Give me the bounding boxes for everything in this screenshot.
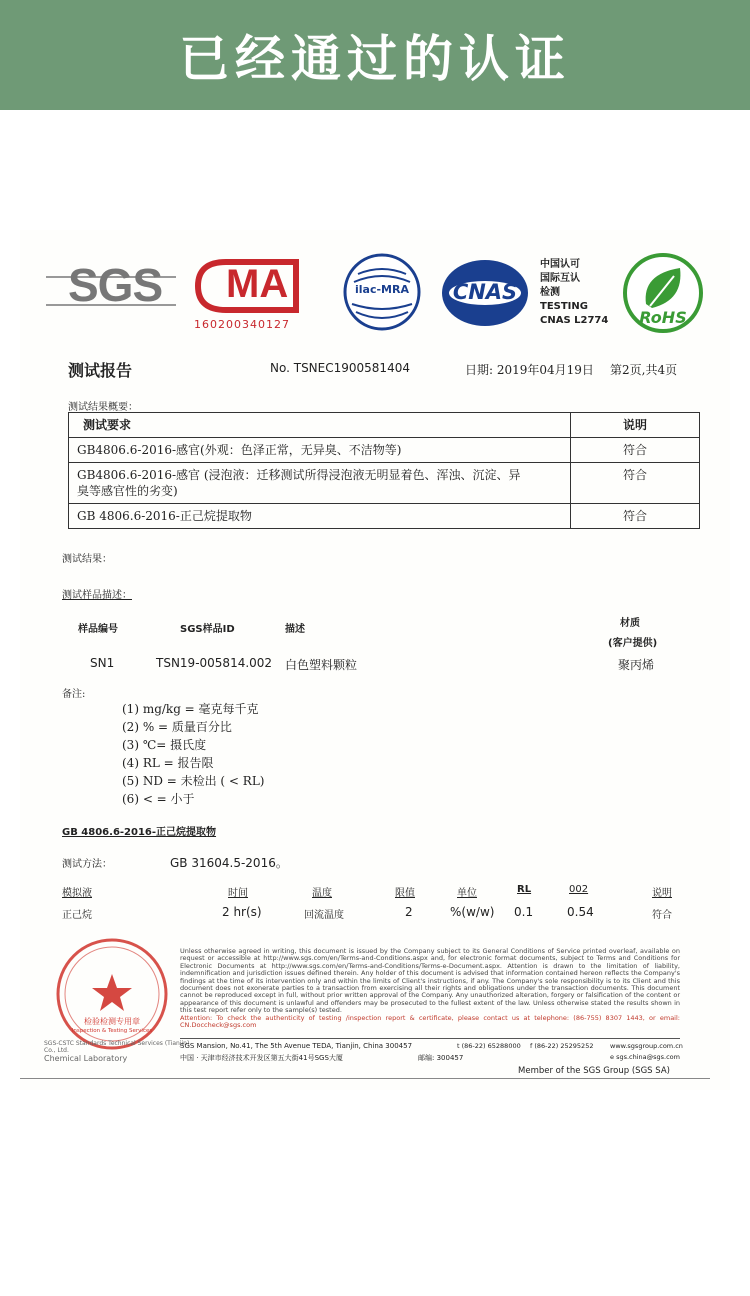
address-en: SGS Mansion, No.41, The 5th Avenue TEDA, Tianjin, China 300457 [180,1042,413,1050]
fax: f (86-22) 25295252 [530,1042,594,1050]
method-value: GB 31604.5-2016。 [170,856,288,870]
footer-rule-bottom [20,1078,710,1079]
result-col-002: 002 [569,884,589,895]
notes-label: 备注: [62,689,86,700]
result-col-temp: 温度 [312,888,332,899]
summary-result: 符合 [571,463,700,504]
result-simulant: 正己烷 [62,910,92,921]
banner-title: 已经通过的认证 [179,30,571,88]
report-number: No. TSNEC1900581404 [270,361,410,375]
summary-req: GB4806.6-2016-感官 (浸泡液：迁移测试所得浸泡液无明显着色、浑浊、沉淀、异臭等感官性的劣变) [69,463,571,504]
cnas-side-line: 中国认可 [540,259,580,270]
report-title: 测试报告 [68,361,133,380]
notes-list [122,700,264,808]
sample-col-client: (客户提供) [608,638,658,649]
sample-id: TSN19-005814.002 [156,656,273,670]
seal-sub-text: Inspection & Testing Services [71,1028,153,1034]
rohs-text: RoHS [639,308,687,327]
cnas-logo [440,258,530,328]
tel: t (86-22) 65288000 [457,1042,521,1050]
results-label: 测试结果： [62,554,112,565]
cnas-side-line: 检测 [540,287,560,298]
summary-result: 符合 [571,504,700,529]
result-rl: 0.1 [514,905,534,919]
test-report-document [20,230,730,1090]
result-col-limit: 限值 [395,888,415,899]
ilac-mra-logo [342,252,422,332]
table-row [69,438,700,463]
sample-col-desc: 描述 [285,624,305,635]
rohs-logo [622,252,704,334]
sample-material: 聚丙烯 [618,658,655,672]
note-item: (1) mg/kg = 毫克每千克 [122,702,259,716]
result-col-note: 说明 [652,888,672,899]
cnas-side-text [540,258,608,328]
result-time: 2 hr(s) [222,905,262,919]
chemical-lab-label: Chemical Laboratory [44,1054,128,1063]
table-row [69,504,700,529]
report-page: 第2页,共4页 [610,363,678,377]
terms-fine-print [180,948,680,1029]
result-limit: 2 [405,905,413,919]
attention-text: Attention: To check the authenticity of testing /inspection report & certificate, please contact us at telephone: (86-755) 8307 1443, or email: CN.Doccheck@sgs.com [180,1013,680,1030]
section-title: GB 4806.6-2016-正己烷提取物 [62,827,217,838]
cma-text: MA [226,262,289,306]
summary-req: GB 4806.6-2016-正己烷提取物 [69,504,571,529]
note-item: (6) < = 小于 [122,792,195,806]
ilac-text: ilac-MRA [355,283,409,296]
result-temp: 回流温度 [304,910,344,921]
sample-no: SN1 [90,656,115,670]
result-value: 0.54 [567,905,594,919]
result-col-rl: RL [517,884,532,895]
note-item: (3) ℃= 摄氏度 [122,738,207,752]
table-row [69,463,700,504]
method-label: 测试方法： [62,859,112,870]
member-label: Member of the SGS Group (SGS SA) [518,1066,670,1076]
cnas-side-line: 国际互认 [540,273,580,284]
cma-number: 160200340127 [194,318,290,331]
result-col-unit: 单位 [457,888,477,899]
website: www.sgsgroup.com.cn [610,1042,683,1050]
sgs-logo [46,252,176,314]
address-cn: 中国 · 天津市经济技术开发区第五大街41号SGS大厦 [180,1054,343,1062]
footer-rule [180,1038,680,1039]
result-col-simulant: 模拟液 [62,888,92,899]
lab-name: SGS-CSTC Standards Technical Services (Tianjin) Co., Ltd. [44,1040,190,1054]
sgs-logo-text: SGS [68,259,163,311]
cnas-side-line: CNAS L2774 [540,315,609,326]
result-note: 符合 [652,910,672,921]
cma-logo [192,256,304,334]
summary-req: GB4806.6-2016-感官(外观：色泽正常，无异臭、不洁物等) [69,438,571,463]
note-item: (5) ND = 未检出 ( < RL) [122,774,265,788]
result-col-time: 时间 [228,888,248,899]
sample-col-id: SGS样品ID [180,624,235,635]
summary-col-result: 说明 [571,413,700,438]
sample-col-material: 材质 [620,618,640,629]
official-seal [54,936,170,1052]
sample-col-no: 样品编号 [78,624,118,635]
sample-desc: 白色塑料颗粒 [285,658,358,672]
summary-result: 符合 [571,438,700,463]
summary-col-requirement: 测试要求 [69,413,571,438]
page-banner [0,0,750,110]
email: e sgs.china@sgs.com [610,1053,680,1061]
summary-table [68,412,700,529]
result-unit: %(w/w) [450,905,495,919]
note-item: (4) RL = 报告限 [122,756,214,770]
note-item: (2) % = 质量百分比 [122,720,232,734]
sample-desc-label: 测试样品描述： [62,590,132,601]
cnas-side-line: TESTING [540,301,588,312]
cnas-text: CNAS [452,280,518,304]
seal-center-text: 检验检测专用章 [84,1017,140,1026]
summary-heading: 测试结果概要： [68,402,138,413]
terms-text: Unless otherwise agreed in writing, this document is issued by the Company subject to its General Conditions of Service printed overleaf, available on request or accessible at http://www.sgs.com/en/Terms-and-Conditions.aspx and, for electronic format documents, subject to Terms and Conditions for Electronic Documents at http://www.sgs.com/en/Terms-and-Conditions/Terms-e-Document.aspx. Attention is drawn to the limitation of liability, indemnification and jurisdiction issues defined therein. Any holder of this document is advised that information contained hereon reflects the Company's findings at the time of its intervention only and within the limits of Client's instructions, if any. The Company's sole responsibility is to its Client and this document does not exonerate parties to a transaction from exercising all their rights and obligations under the transaction documents. This document cannot be reproduced except in full, without prior written approval of the Company. Any unauthorized alteration, forgery or falsification of the content or appearance of this document is unlawful and offenders may be prosecuted to the fullest extent of the law. Unless otherwise stated the results shown in this test report refer only to the sample(s) tested. [180,947,680,1015]
report-date: 日期: 2019年04月19日 [465,363,594,377]
summary-header-row [69,413,700,438]
postcode-cn: 邮编: 300457 [418,1054,464,1062]
